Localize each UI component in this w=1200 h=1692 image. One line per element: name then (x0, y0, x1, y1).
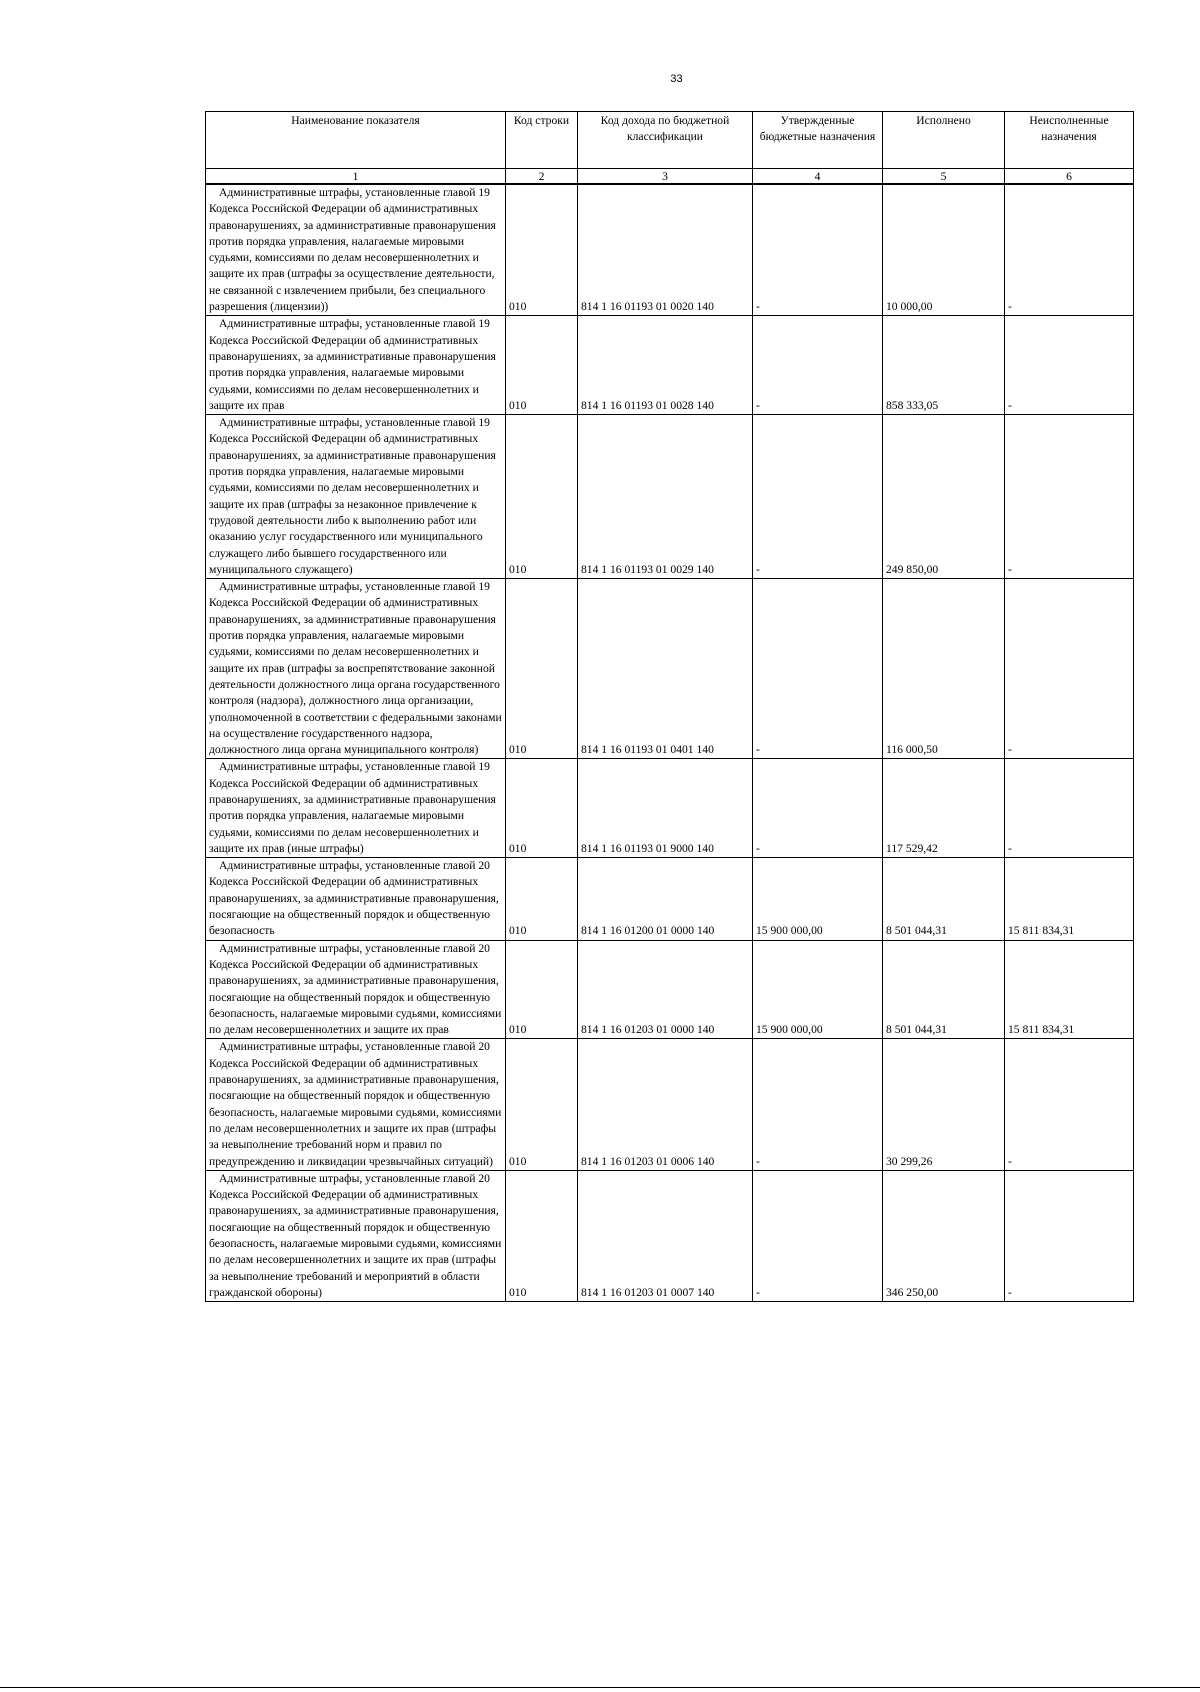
budget-revenue-table (205, 111, 1134, 1302)
column-number: 1 (206, 169, 506, 185)
revenue-code: 814 1 16 01203 01 0007 140 (578, 1170, 753, 1301)
line-code: 010 (506, 415, 578, 579)
column-number: 2 (506, 169, 578, 185)
table-row (206, 1170, 1134, 1301)
table-row (206, 316, 1134, 415)
revenue-code: 814 1 16 01193 01 0028 140 (578, 316, 753, 415)
unexecuted-value: 15 811 834,31 (1005, 940, 1134, 1039)
table-row (206, 1039, 1134, 1170)
revenue-code: 814 1 16 01193 01 0020 140 (578, 184, 753, 316)
executed-value: 346 250,00 (883, 1170, 1005, 1301)
page-bottom-rule (0, 1687, 1200, 1688)
approved-value: - (753, 759, 883, 858)
revenue-code: 814 1 16 01200 01 0000 140 (578, 858, 753, 940)
approved-value: - (753, 316, 883, 415)
indicator-name: Административные штрафы, установленные главой 20 Кодекса Российской Федерации об административных правонарушениях, за административные правонарушения, посягающие на общественный порядок и общественную безопасность, налагаемые мировыми судьями, комиссиями по делам несовершеннолетних и защите их прав (штрафы за невыполнение требований норм и правил по предупреждению и ликвидации чрезвычайных ситуаций) (206, 1039, 506, 1170)
header-approved: Утвержденные бюджетные назначения (753, 112, 883, 169)
table-row (206, 759, 1134, 858)
column-number: 5 (883, 169, 1005, 185)
header-revenue-code: Код дохода по бюджетной классификации (578, 112, 753, 169)
column-number-row (206, 169, 1134, 185)
approved-value: 15 900 000,00 (753, 858, 883, 940)
revenue-code: 814 1 16 01193 01 0401 140 (578, 579, 753, 759)
executed-value: 249 850,00 (883, 415, 1005, 579)
executed-value: 858 333,05 (883, 316, 1005, 415)
executed-value: 117 529,42 (883, 759, 1005, 858)
revenue-code: 814 1 16 01203 01 0006 140 (578, 1039, 753, 1170)
indicator-name: Административные штрафы, установленные главой 19 Кодекса Российской Федерации об административных правонарушениях, за административные правонарушения против порядка управления, налагаемые мировыми судьями, комиссиями по делам несовершеннолетних и защите их прав (штрафы за воспрепятствование законной деятельности должностного лица органа государственного контроля (надзора), должностного лица организации, уполномоченной в соответствии с федеральными законами на осуществление государственного надзора, должностного лица органа муниципального контроля) (206, 579, 506, 759)
line-code: 010 (506, 1170, 578, 1301)
unexecuted-value: - (1005, 316, 1134, 415)
unexecuted-value: - (1005, 415, 1134, 579)
revenue-code: 814 1 16 01193 01 0029 140 (578, 415, 753, 579)
header-indicator-name: Наименование показателя (206, 112, 506, 169)
indicator-name: Административные штрафы, установленные главой 19 Кодекса Российской Федерации об административных правонарушениях, за административные правонарушения против порядка управления, налагаемые мировыми судьями, комиссиями по делам несовершеннолетних и защите их прав (штрафы за незаконное привлечение к трудовой деятельности либо к выполнению работ или оказанию услуг государственного или муниципального служащего либо бывшего государственного или муниципального служащего) (206, 415, 506, 579)
line-code: 010 (506, 940, 578, 1039)
indicator-name: Административные штрафы, установленные главой 20 Кодекса Российской Федерации об административных правонарушениях, за административные правонарушения, посягающие на общественный порядок и общественную безопасность, налагаемые мировыми судьями, комиссиями по делам несовершеннолетних и защите их прав (206, 940, 506, 1039)
line-code: 010 (506, 579, 578, 759)
table-row (206, 415, 1134, 579)
header-executed: Исполнено (883, 112, 1005, 169)
unexecuted-value: - (1005, 579, 1134, 759)
approved-value: - (753, 579, 883, 759)
header-unexecuted: Неисполненные назначения (1005, 112, 1134, 169)
table-row (206, 858, 1134, 940)
indicator-name: Административные штрафы, установленные главой 20 Кодекса Российской Федерации об административных правонарушениях, за административные правонарушения, посягающие на общественный порядок и общественную безопасность (206, 858, 506, 940)
table-row (206, 579, 1134, 759)
approved-value: 15 900 000,00 (753, 940, 883, 1039)
unexecuted-value: - (1005, 1170, 1134, 1301)
indicator-name: Административные штрафы, установленные главой 19 Кодекса Российской Федерации об административных правонарушениях, за административные правонарушения против порядка управления, налагаемые мировыми судьями, комиссиями по делам несовершеннолетних и защите их прав (206, 316, 506, 415)
table-row (206, 184, 1134, 316)
page-number: 33 (670, 73, 683, 85)
line-code: 010 (506, 759, 578, 858)
executed-value: 8 501 044,31 (883, 858, 1005, 940)
unexecuted-value: - (1005, 759, 1134, 858)
line-code: 010 (506, 858, 578, 940)
table-row (206, 940, 1134, 1039)
approved-value: - (753, 1170, 883, 1301)
line-code: 010 (506, 316, 578, 415)
indicator-name: Административные штрафы, установленные главой 19 Кодекса Российской Федерации об административных правонарушениях, за административные правонарушения против порядка управления, налагаемые мировыми судьями, комиссиями по делам несовершеннолетних и защите их прав (иные штрафы) (206, 759, 506, 858)
unexecuted-value: 15 811 834,31 (1005, 858, 1134, 940)
indicator-name: Административные штрафы, установленные главой 20 Кодекса Российской Федерации об административных правонарушениях, за административные правонарушения, посягающие на общественный порядок и общественную безопасность, налагаемые мировыми судьями, комиссиями по делам несовершеннолетних и защите их прав (штрафы за невыполнение требований и мероприятий в области гражданской обороны) (206, 1170, 506, 1301)
executed-value: 116 000,50 (883, 579, 1005, 759)
approved-value: - (753, 1039, 883, 1170)
unexecuted-value: - (1005, 184, 1134, 316)
executed-value: 30 299,26 (883, 1039, 1005, 1170)
column-number: 4 (753, 169, 883, 185)
approved-value: - (753, 415, 883, 579)
indicator-name: Административные штрафы, установленные главой 19 Кодекса Российской Федерации об административных правонарушениях, за административные правонарушения против порядка управления, налагаемые мировыми судьями, комиссиями по делам несовершеннолетних и защите их прав (штрафы за осуществление деятельности, не связанной с извлечением прибыли, без специального разрешения (лицензии)) (206, 184, 506, 316)
unexecuted-value: - (1005, 1039, 1134, 1170)
column-number: 6 (1005, 169, 1134, 185)
revenue-code: 814 1 16 01203 01 0000 140 (578, 940, 753, 1039)
line-code: 010 (506, 184, 578, 316)
table-header-row (206, 112, 1134, 169)
executed-value: 10 000,00 (883, 184, 1005, 316)
executed-value: 8 501 044,31 (883, 940, 1005, 1039)
column-number: 3 (578, 169, 753, 185)
header-line-code: Код строки (506, 112, 578, 169)
approved-value: - (753, 184, 883, 316)
revenue-code: 814 1 16 01193 01 9000 140 (578, 759, 753, 858)
line-code: 010 (506, 1039, 578, 1170)
